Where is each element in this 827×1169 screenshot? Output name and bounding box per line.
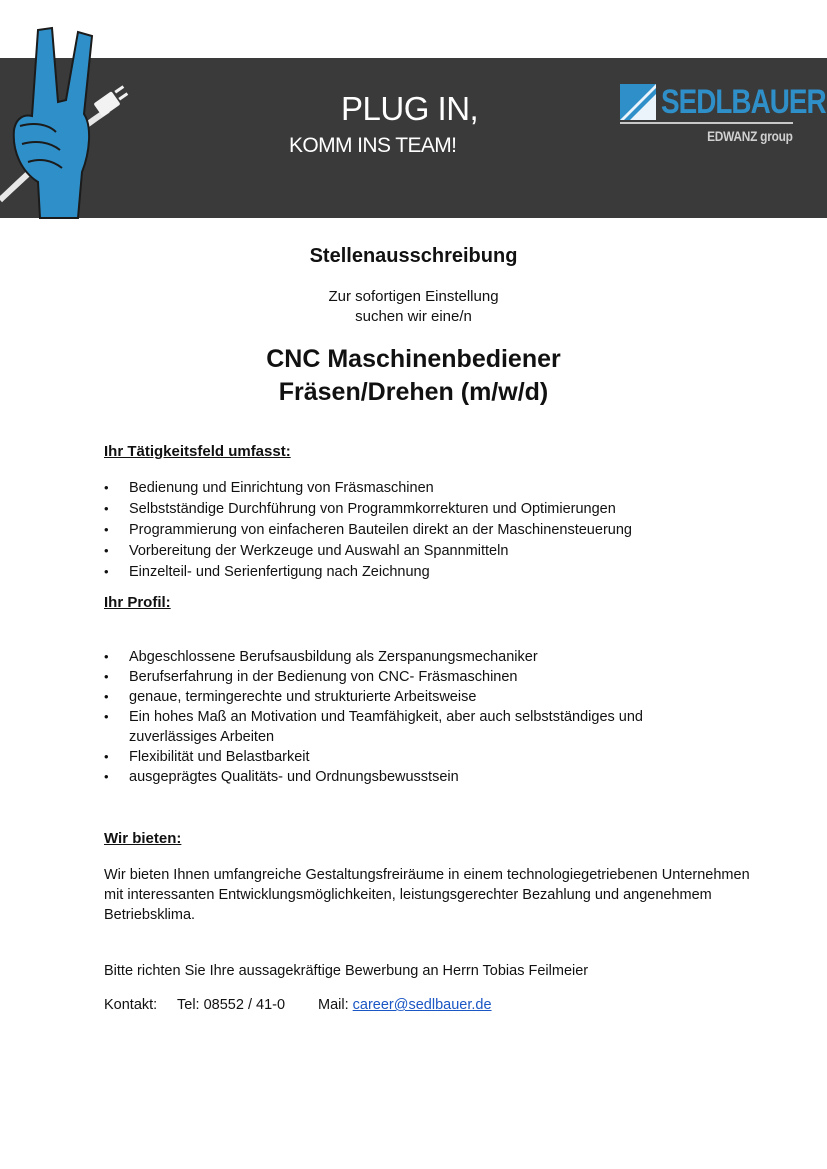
- contact-email-link[interactable]: career@sedlbauer.de: [352, 997, 492, 1013]
- section-title-angebot: Wir bieten:: [104, 830, 182, 847]
- list-item: • Programmierung von einfacheren Bauteilen direkt an der Maschinensteuerung: [104, 520, 744, 540]
- list-item: • Bedienung und Einrichtung von Fräsmaschinen: [104, 478, 744, 498]
- section-title-taetigkeit: Ihr Tätigkeitsfeld umfasst:: [104, 443, 291, 460]
- list-item: • Ein hohes Maß an Motivation und Teamfähigkeit, aber auch selbstständiges und zuverlässiges Arbeiten: [104, 707, 689, 747]
- list-item: • Einzelteil- und Serienfertigung nach Zeichnung: [104, 562, 744, 582]
- contact-label: Kontakt:: [104, 997, 158, 1013]
- logo-divider: [620, 122, 793, 124]
- list-item: • Flexibilität und Belastbarkeit: [104, 747, 744, 767]
- victory-hand-with-plug-icon: [0, 22, 140, 222]
- intro-text: [0, 287, 827, 327]
- job-title: [0, 343, 827, 409]
- taetigkeit-list: [104, 478, 744, 582]
- job-title-line-2: Fräsen/Drehen (m/w/d): [278, 378, 549, 406]
- company-logo: [620, 82, 826, 152]
- list-item: • Selbstständige Durchführung von Programmkorrekturen und Optimierungen: [104, 499, 744, 519]
- logo-group: EDWANZ group: [707, 128, 793, 144]
- document-title: Stellenausschreibung: [309, 245, 518, 267]
- logo-mark-icon: [620, 84, 656, 120]
- section-title-profil: Ihr Profil:: [104, 594, 171, 611]
- job-title-line-1: CNC Maschinenbediener: [266, 345, 561, 373]
- intro-line-2: suchen wir eine/n: [355, 308, 472, 325]
- list-item: • ausgeprägtes Qualitäts- und Ordnungsbewusstsein: [104, 767, 744, 787]
- contact-phone: Tel: 08552 / 41-0: [177, 997, 286, 1013]
- list-item: • genaue, termingerechte und strukturierte Arbeitsweise: [104, 687, 744, 707]
- contact-line: [104, 997, 492, 1013]
- bewerbung-text: Bitte richten Sie Ihre aussagekräftige Bewerbung an Herrn Tobias Feilmeier: [104, 963, 589, 979]
- list-item: • Abgeschlossene Berufsausbildung als Zerspanungsmechaniker: [104, 647, 744, 667]
- list-item: • Vorbereitung der Werkzeuge und Auswahl an Spannmitteln: [104, 541, 744, 561]
- intro-line-1: Zur sofortigen Einstellung: [328, 288, 499, 305]
- slogan-main: PLUG IN,: [341, 90, 479, 127]
- logo-name: SEDLBAUER: [661, 83, 826, 121]
- slogan-sub: KOMM INS TEAM!: [289, 134, 457, 157]
- list-item: • Berufserfahrung in der Bedienung von CNC- Fräsmaschinen: [104, 667, 744, 687]
- profil-list: [104, 647, 744, 787]
- contact-mail-label: Mail:: [318, 997, 349, 1013]
- angebot-text: Wir bieten Ihnen umfangreiche Gestaltungsfreiräume in einem technologiegetriebenen Unternehmen mit interessanten Entwicklungsmöglichkeiten, leistungsgerechter Bezahlung und angenehmem Betriebsklima.: [104, 867, 750, 923]
